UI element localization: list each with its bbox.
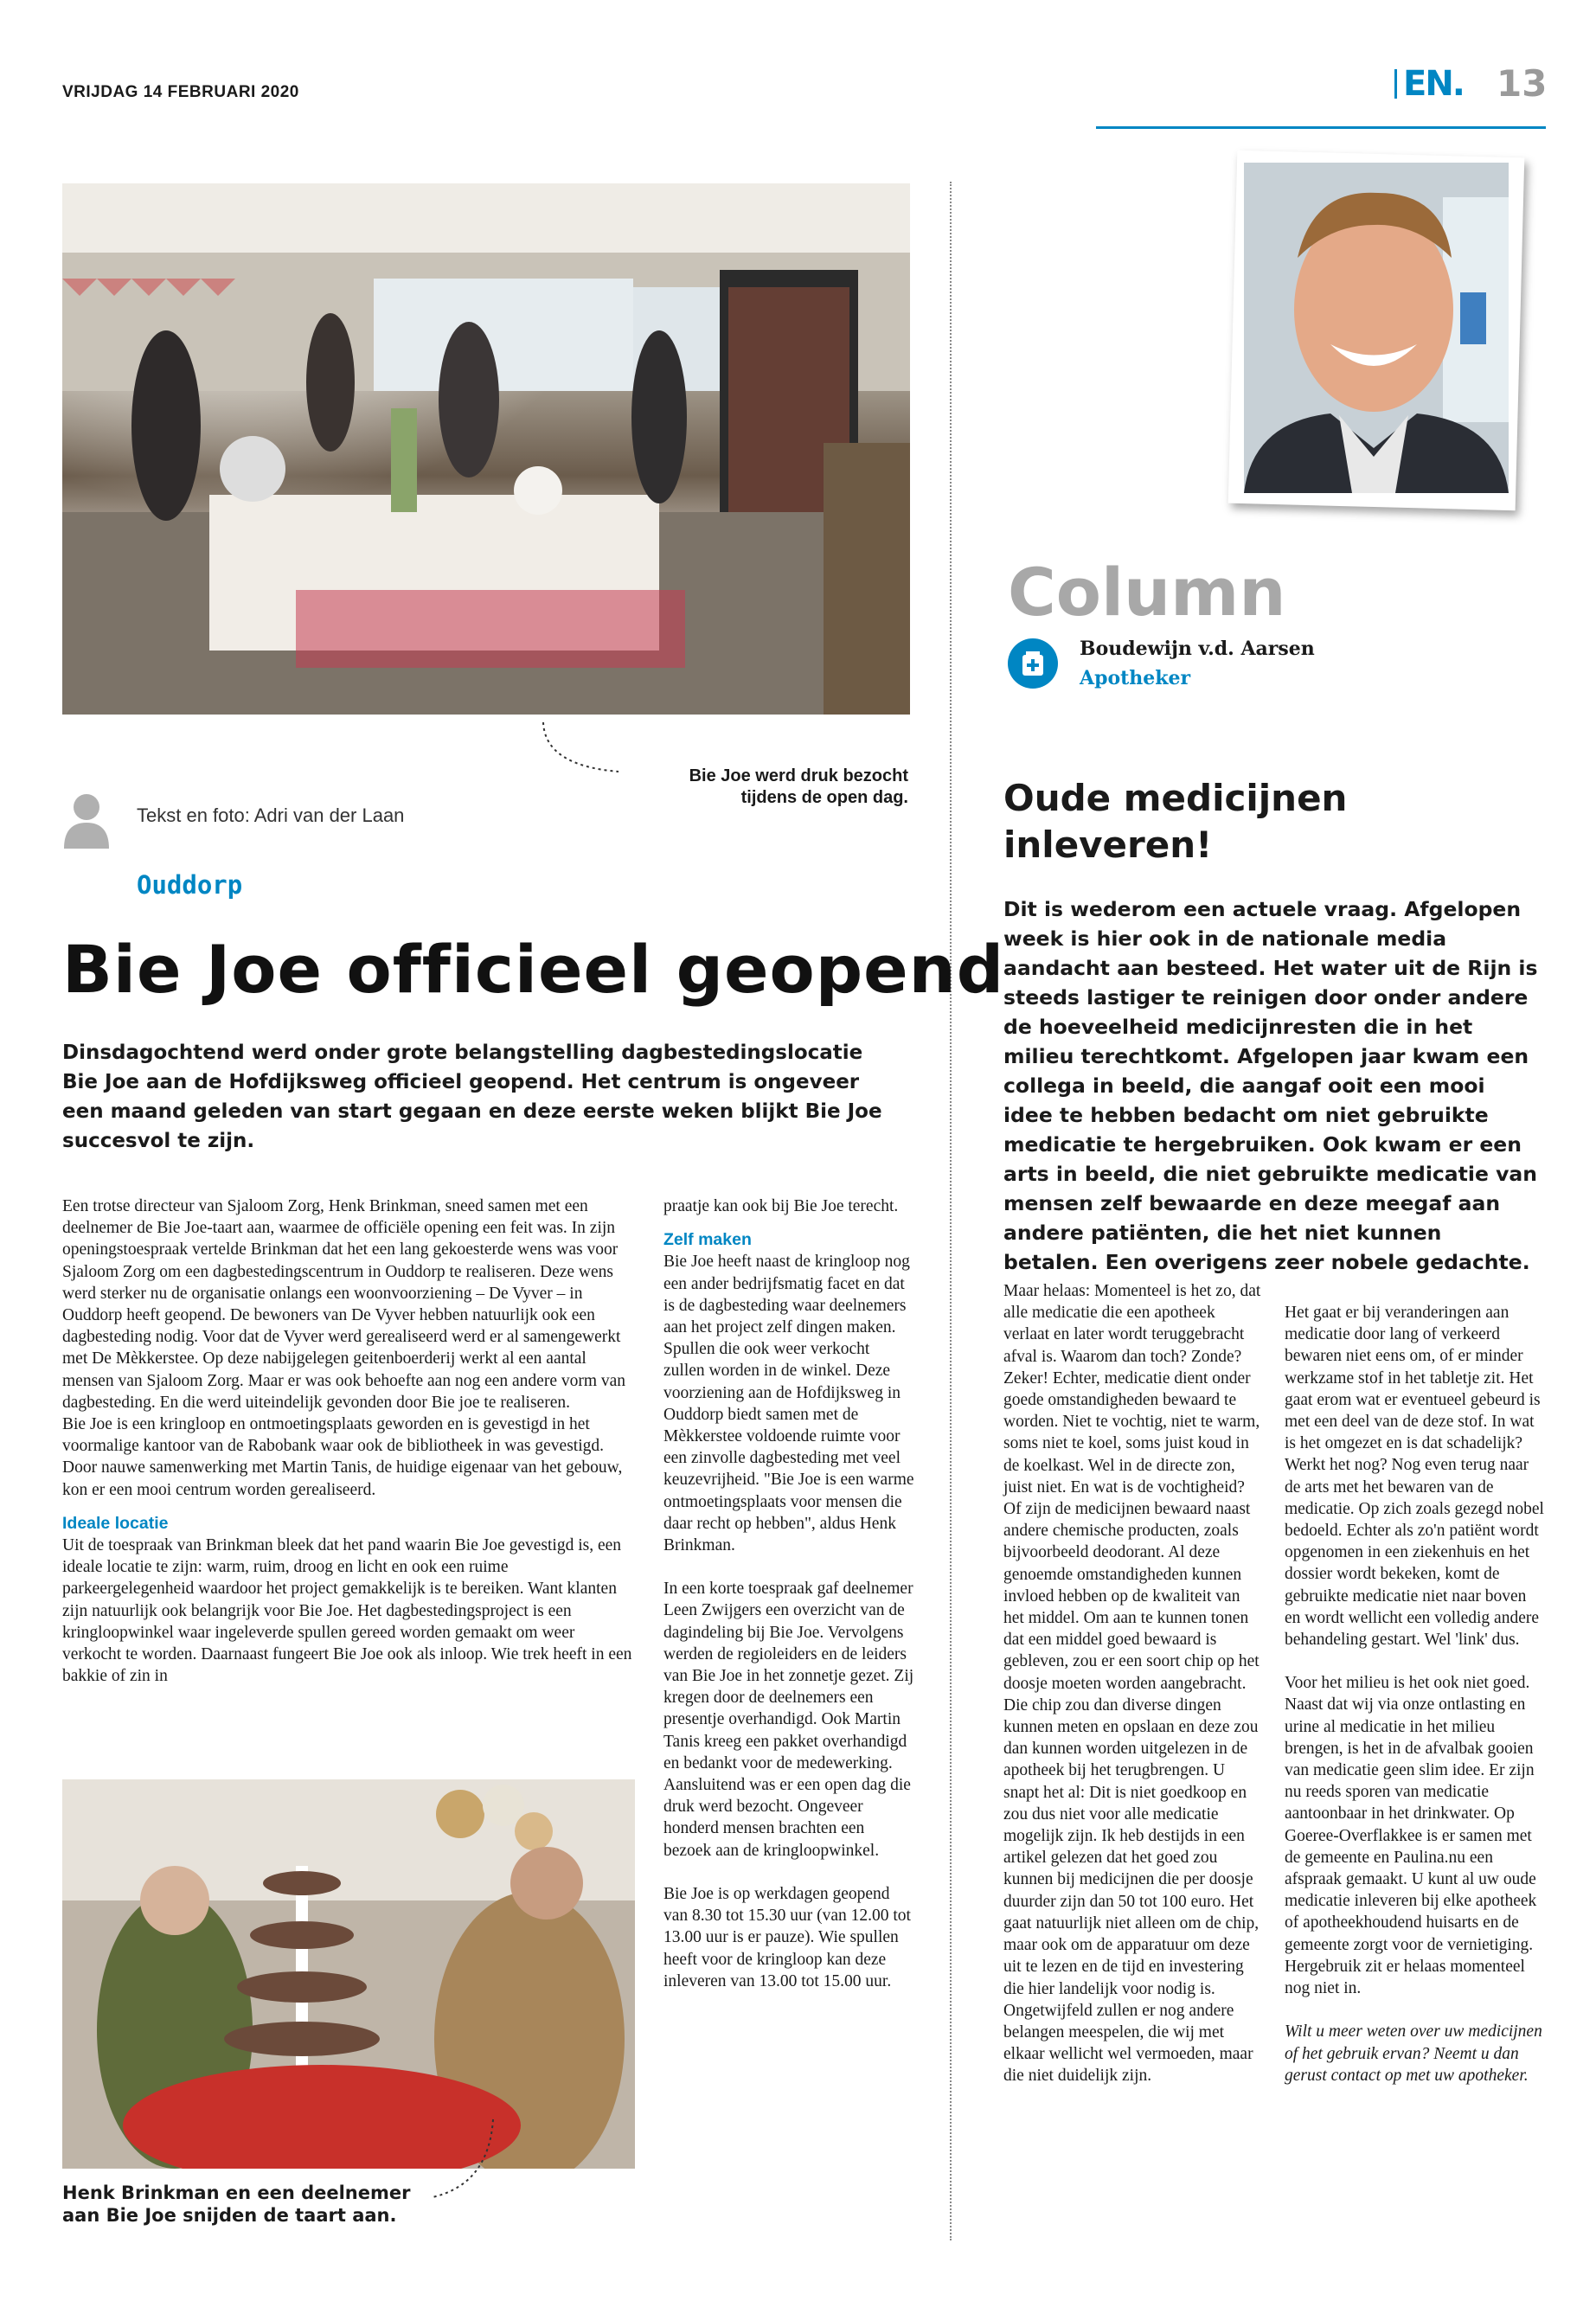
article-paragraph: Bie Joe is op werkdagen geopend van 8.30 tot 15.30 uur (van 12.00 tot 13.00 uur is er pauze). Wie spullen heeft voor de kringloop kan deze inleveren van 13.00 tot 15.00 uur. — [663, 1884, 911, 1990]
caption-pointer — [536, 718, 623, 779]
article-intro: Dinsdagochtend werd onder grote belangstelling dagbestedingslocatie Bie Joe aan de Hofdijksweg officieel geopend. Het centrum is ongeveer een maand geleden van start gegaan en deze eerste weken blijkt Bie Joe succesvol te zijn. — [62, 1042, 882, 1152]
header-rule — [1096, 126, 1546, 129]
article-column-2 — [663, 1195, 914, 1992]
column-divider — [950, 182, 952, 2240]
article-paragraph: Een trotse directeur van Sjaloom Zorg, Henk Brinkman, sneed samen met een deelnemer de Bie Joe-taart aan, waarmee de officiële opening een feit was. In zijn openingstoespraak vertelde Brinkman dat het een lang gekoesterde wens was voor Sjaloom Zorg om een dagbestedingscentrum in Ouddorp te realiseren. Deze wens werd sterker nu de organisatie onlangs een woonvoorziening – De Vyver – in Ouddorp heeft geopend. De bewoners van De Vyver hebben natuurlijk ook een dagbesteding nodig. Voor dat de Vyver werd gerealiseerd werd er al samengewerkt met De Mèkkerstee. Op deze nabijgelegen geitenboerderij werkt al een aantal mensen van Sjaloom Zorg. Maar er was ook behoefte aan nog een andere vorm van dagbesteding. En die werd uiteindelijk gevonden door Bie joe te realiseren. — [62, 1197, 626, 1412]
article-paragraph: In een korte toespraak gaf deelnemer Leen Zwijgers een overzicht van de dagindeling bij Bie Joe. Vervolgens werden de regioleiders en de leiders van Bie Joe in het zonnetje gezet. Zij kregen door de deelnemers een presentje overhandigd. Ook Martin Tanis kreeg een pakket overhandigd en bedankt voor de medewerking. Aansluitend was er een open dag die druk werd bezocht. Ongeveer honderd mensen brachten een bezoek aan de kringloopwinkel. — [663, 1580, 914, 1860]
article-paragraph: Bie Joe heeft naast de kringloop nog een ander bedrijfsmatig facet en dat is de dagbesteding waar deelnemers aan het project zelf dingen maken. Spullen die ook weer verkocht zullen worden in de winkel. Deze voorziening aan de Hofdijksweg in Ouddorp biedt samen met de Mèkkerstee voldoende ruimte voor een zinvolle dagbesteding met veel keuzevrijheid. "Bie Joe is een warme ontmoetingsplaats voor mensen die daar recht op hebben", aldus Henk Brinkman. — [663, 1253, 914, 1555]
cake-cutting-photo — [62, 1779, 635, 2169]
article-credit: Tekst en foto: Adri van der Laan — [137, 804, 405, 826]
columnist-name: Boudewijn v.d. Aarsen — [1080, 638, 1315, 660]
photo-caption: Bie Joe werd druk bezocht tijdens de open dag. — [689, 766, 908, 807]
column-label: Column — [1008, 554, 1286, 631]
article-paragraph: Uit de toespraak van Brinkman bleek dat het pand waarin Bie Joe gevestigd is, een ideale locatie te zijn: warm, ruim, droog en licht en ook een ruime parkeergelegenheid waardoor het project gemakkelijk is te bereiken. Want klanten zijn natuurlijk ook belangrijk voor Bie Joe. Het dagbestedingsproject is een kringloopwinkel waar ingeleverde spullen gereed worden gemaakt om weer verkocht te worden. Daarnaast fungeert Bie Joe ook als inloop. Wie trek heeft in een bakkie of zin in — [62, 1536, 632, 1686]
article-subhead: Zelf maken — [663, 1230, 752, 1250]
columnist-role: Apotheker — [1080, 667, 1191, 689]
column-body-2 — [1285, 1302, 1544, 2086]
column-closing-note: Wilt u meer weten over uw medicijnen of het gebruik ervan? Neemt u dan gerust contact op met uw apotheker. — [1285, 2022, 1542, 2085]
article-kicker: Ouddorp — [137, 870, 243, 900]
column-paragraph: Voor het milieu is het ook niet goed. Naast dat wij via onze ontlasting en urine al medicatie in het milieu brengen, is het in de afvalbak gooien van medicatie geen slim idee. Er zijn nu reeds sporen van medicatie aantoonbaar in het drinkwater. Op Goeree-Overflakkee is er samen met de gemeente en Paulina.nu een afspraak gemaakt. U kunt al uw oude medicatie inleveren bij elke apotheek of apotheekhoudend huisarts en de gemeente zorgt voor de vernietiging. Hergebruik zit er helaas momenteel nog niet in. — [1285, 1674, 1537, 1998]
column-body-1 — [1003, 1280, 1263, 2087]
column-intro: Dit is wederom een actuele vraag. Afgelopen week is hier ook in de nationale media aandacht aan besteed. Het water uit de Rijn is steeds lastiger te reinigen door onder andere de hoeveelheid medicijnresten die in het milieu terechtkomt. Afgelopen jaar kwam een collega in beeld, die aangaf ooit een mooi idee te hebben bedacht om niet gebruikte medicatie te hergebruiken. Ook kwam er een arts in beeld, die niet gebruikte medicatie van mensen zelf bewaarde en deze meegaf aan andere patiënten, die het niet kunnen betalen. Een overigens zeer nobele gedachte. — [1003, 897, 1538, 1274]
article-subhead: Ideale locatie — [62, 1513, 169, 1533]
column-paragraph: Het gaat er bij veranderingen aan medicatie door lang of verkeerd bewaren niet eens om, of er minder werkzame stof in het tabletje zit. Het gaat erom wat er eventueel gebeurd is met een deel van de deze stof. In wat is het omgezet en is dat schadelijk? Werkt het nog? Nog even terug naar de arts met het bewaren van de medicatie. Op zich zoals gezegd nobel bedoeld. Echter als zo'n patiënt wordt opgenomen in een ziekenhuis en het dossier wordt bekeken, komt de gebruikte medicatie niet naar boven en wordt wellicht een volledig andere behandeling gestart. Wel 'link' dus. — [1285, 1304, 1544, 1650]
pharmacy-icon — [1008, 638, 1058, 689]
masthead-logo: EN. — [1403, 64, 1464, 104]
masthead-divider — [1394, 69, 1397, 99]
article-headline: Bie Joe officieel geopend — [62, 931, 1005, 1008]
issue-date: VRIJDAG 14 FEBRUARI 2020 — [62, 83, 299, 101]
store-interior-photo — [62, 183, 910, 715]
column-paragraph: Maar helaas: Momenteel is het zo, dat alle medicatie die een apotheek verlaat en later wordt teruggebracht afval is. Waarom dan toch? Zonde? Zeker! Echter, medicatie dient onder goede omstandigheden bewaard te worden. Niet te vochtig, niet te warm, soms niet te koel, soms juist koud in de koelkast. Wel in de directe zon, juist niet. En wat is de vochtigheid? Of zijn de medicijnen bewaard naast andere chemische producten, zoals bijvoorbeeld deodorant. Al deze genoemde omstandigheden kunnen invloed hebben op de kwaliteit van het middel. Om aan te kunnen tonen dat een middel goed bewaard is gebleven, zou er een soort chip op het doosje moeten worden aangebracht. Die chip zou dan diverse dingen kunnen meten en opslaan en deze zou dan kunnen worden uitgelezen in de apotheek bij het terugbrengen. U snapt het al: Dit is niet goedkoop en zou dus niet voor alle medicatie mogelijk zijn. Ik heb destijds in een artikel gelezen dat het goed zou kunnen bij medicijnen die per doosje duurder zijn dan 50 tot 100 euro. Het gaat natuurlijk niet alleen om de chip, maar ook om de apparatuur om deze uit te lezen en de tijd en investering die hier landelijk voor nodig is. Ongetwijfeld zullen er nog andere belangen meespelen, die wij met elkaar wellicht wel vermoeden, maar die niet duidelijk zijn. — [1003, 1282, 1261, 2086]
columnist-portrait — [1244, 163, 1509, 493]
author-icon — [62, 792, 111, 849]
article-paragraph: Bie Joe is een kringloop en ontmoetingsplaats geworden en is gevestigd in het voormalige kantoor van de Rabobank waar ook de bibliotheek in was gevestigd. Door nauwe samenwerking met Martin Tanis, de huidige eigenaar van het gebouw, kon er een mooi centrum worden gerealiseerd. — [62, 1415, 623, 1499]
column-headline: Oude medicijnen inleveren! — [1003, 777, 1348, 866]
article-column-1 — [62, 1195, 638, 1687]
page-number: 13 — [1497, 62, 1548, 105]
article-paragraph: praatje kan ook bij Bie Joe terecht. — [663, 1197, 899, 1215]
photo-caption: Henk Brinkman en een deelnemer aan Bie Joe snijden de taart aan. — [62, 2182, 411, 2226]
